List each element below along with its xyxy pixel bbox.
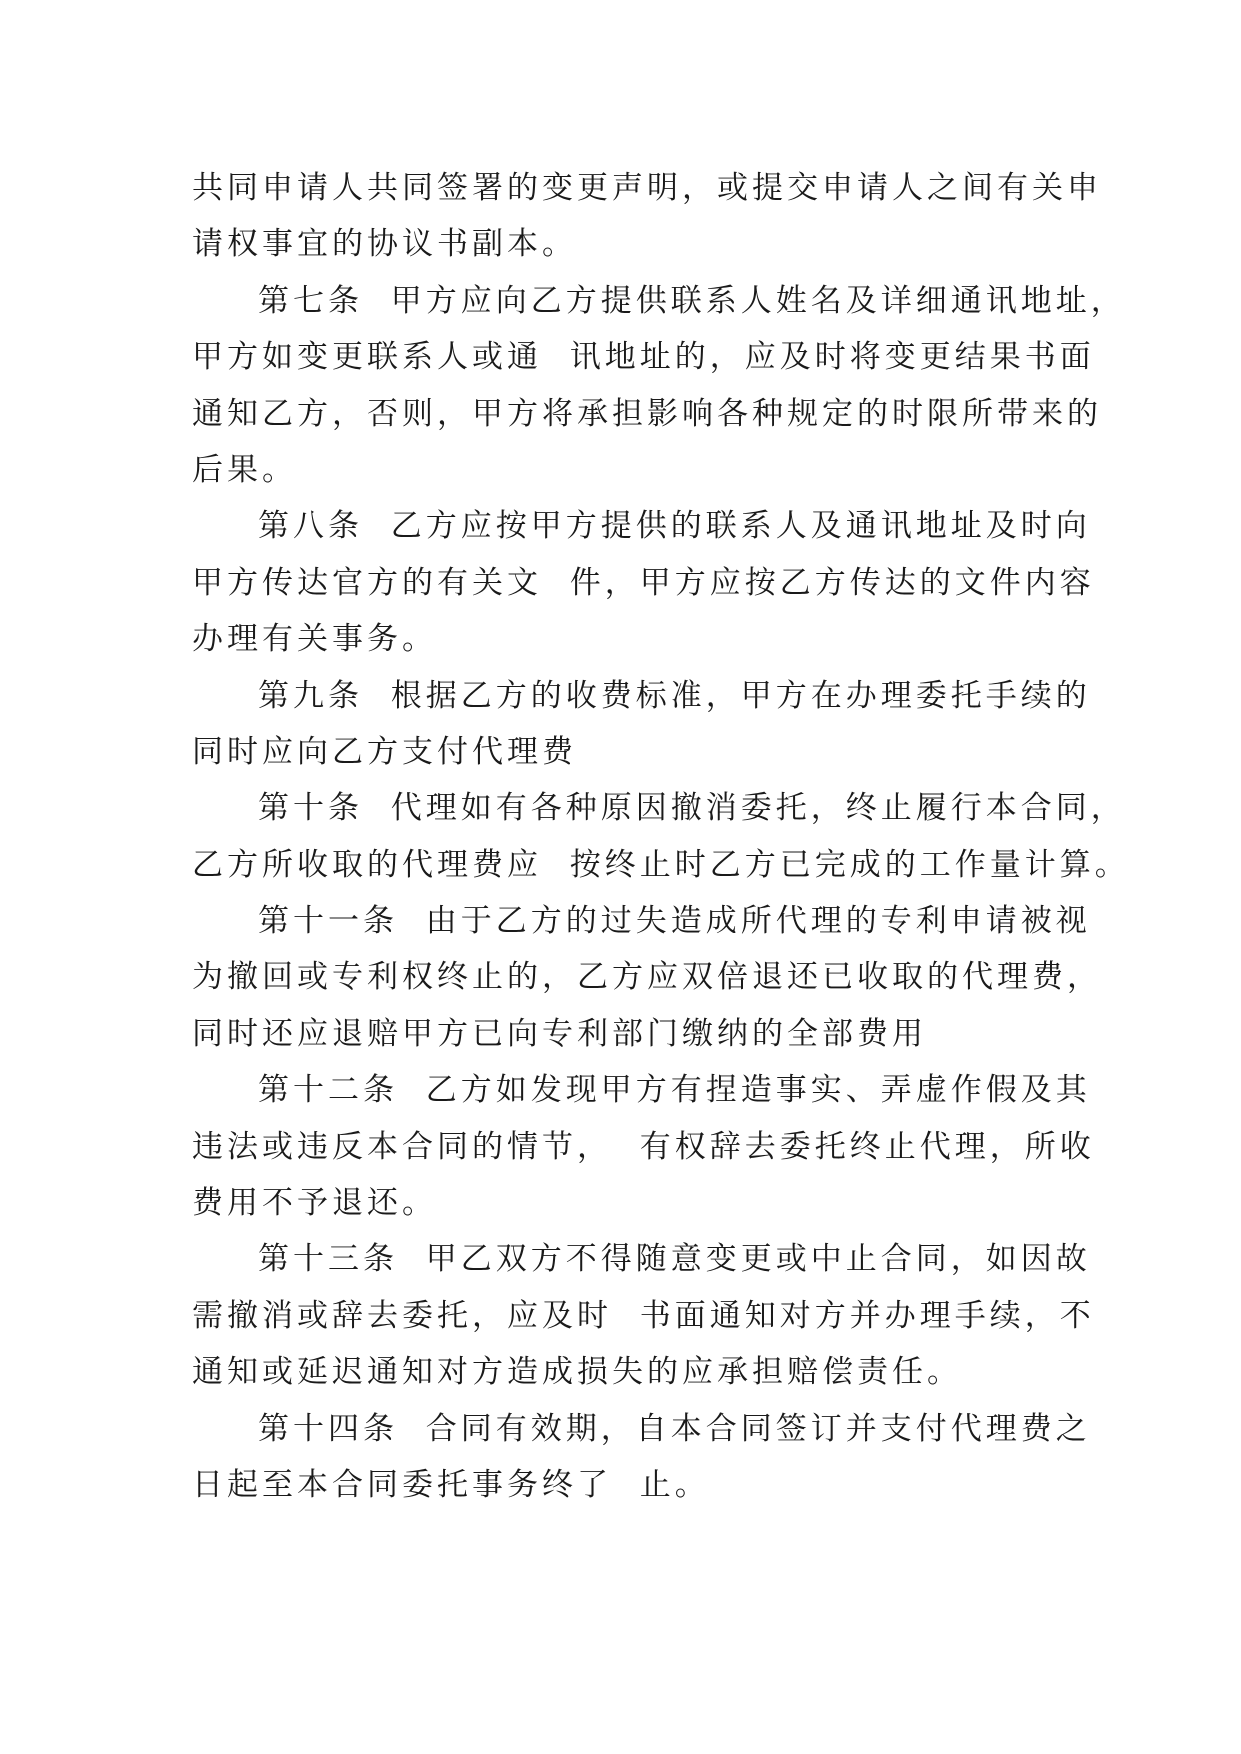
text-line: 同时还应退赔甲方已向专利部门缴纳的全部费用 [192, 1015, 927, 1052]
text-line: 违法或违反本合同的情节， 有权辞去委托终止代理，所收 [192, 1128, 1095, 1165]
text-line: 甲方如变更联系人或通 讯地址的，应及时将变更结果书面 [192, 339, 1095, 376]
text-line: 后果。 [192, 451, 297, 488]
text-line: 通知或延迟通知对方造成损失的应承担赔偿责任。 [192, 1354, 962, 1391]
article-13-heading-line: 第十三条 甲乙双方不得随意变更或中止合同，如因故 [258, 1241, 1091, 1278]
text-line: 乙方所收取的代理费应 按终止时乙方已完成的工作量计算。 [192, 846, 1130, 883]
article-7-heading-line: 第七条 甲方应向乙方提供联系人姓名及详细通讯地址， [258, 282, 1126, 319]
text-line: 办理有关事务。 [192, 621, 437, 658]
article-10-heading-line: 第十条 代理如有各种原因撤消委托，终止履行本合同， [258, 790, 1126, 827]
text-line: 甲方传达官方的有关文 件，甲方应按乙方传达的文件内容 [192, 564, 1095, 601]
article-14-heading-line: 第十四条 合同有效期，自本合同签订并支付代理费之 [258, 1410, 1091, 1447]
article-12-heading-line: 第十二条 乙方如发现甲方有捏造事实、弄虚作假及其 [258, 1072, 1091, 1109]
contract-text-body [192, 160, 1130, 1513]
text-line: 需撤消或辞去委托，应及时 书面通知对方并办理手续，不 [192, 1297, 1095, 1334]
text-line: 请权事宜的协议书副本。 [192, 226, 577, 263]
text-line: 同时应向乙方支付代理费 [192, 733, 577, 770]
text-line: 共同申请人共同签署的变更声明，或提交申请人之间有关申 [192, 170, 1102, 206]
text-line: 日起至本合同委托事务终了 止。 [192, 1466, 710, 1503]
text-line: 为撤回或专利权终止的，乙方应双倍退还已收取的代理费， [192, 959, 1102, 996]
text-line: 通知乙方，否则，甲方将承担影响各种规定的时限所带来的 [192, 395, 1102, 432]
text-line: 费用不予退还。 [192, 1185, 437, 1222]
article-11-heading-line: 第十一条 由于乙方的过失造成所代理的专利申请被视 [258, 903, 1091, 940]
article-9-heading-line: 第九条 根据乙方的收费标准，甲方在办理委托手续的 [258, 677, 1091, 714]
article-8-heading-line: 第八条 乙方应按甲方提供的联系人及通讯地址及时向 [258, 508, 1091, 545]
